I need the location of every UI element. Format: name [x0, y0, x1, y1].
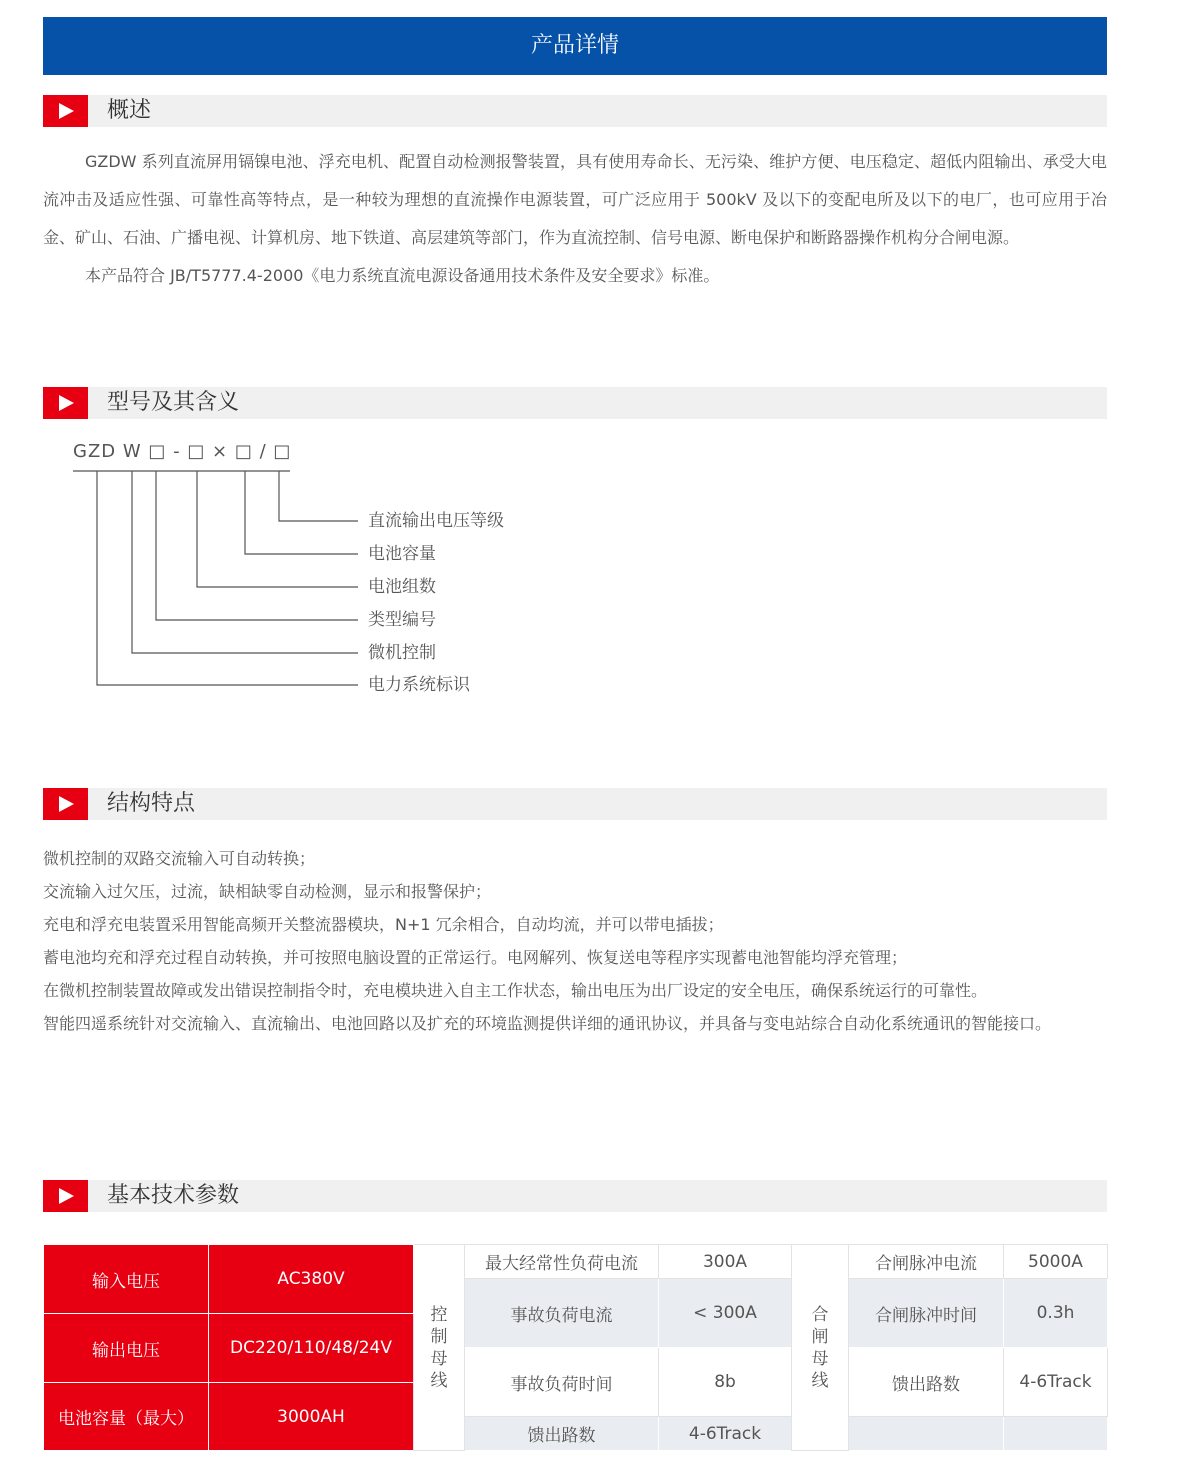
meaning-type-number: 类型编号: [368, 610, 436, 630]
section-header-params: [43, 1180, 1107, 1212]
feature-list: [43, 842, 1107, 1040]
param-label: 输入电压: [44, 1245, 209, 1314]
param-label: 事故负荷时间: [465, 1348, 659, 1417]
section-title: 型号及其含义: [107, 390, 240, 415]
feature-item: 智能四遥系统针对交流输入、直流输出、电池回路以及扩充的环境监测提供详细的通讯协议，并具备与变电站综合自动化系统通讯的智能接口。: [43, 1014, 1052, 1033]
section-header-structure: [43, 788, 1107, 820]
param-label: 馈出路数: [465, 1417, 659, 1451]
meaning-power-system-id: 电力系统标识: [368, 675, 470, 695]
meaning-battery-groups: 电池组数: [368, 577, 436, 597]
section-title: 结构特点: [107, 791, 196, 816]
leader-line-voltage-level: [279, 471, 358, 521]
model-meaning-diagram: [0, 0, 1181, 720]
feature-item: 蓄电池均充和浮充过程自动转换，并可按照电脑设置的正常运行。电网解列、恢复送电等程序实现蓄电池智能均浮充管理；: [43, 948, 908, 967]
feature-item: 充电和浮充电装置采用智能高频开关整流器模块，N+1 冗余相合，自动均流，并可以带电插拔；: [43, 915, 724, 934]
meaning-microcomputer-control: 微机控制: [368, 643, 436, 663]
triangle-play-icon: [43, 788, 88, 820]
param-value: 5000A: [1004, 1245, 1108, 1279]
leader-line-battery-groups: [197, 471, 358, 587]
param-label: 合闸脉冲电流: [849, 1245, 1004, 1279]
param-label: 合闸脉冲时间: [849, 1279, 1004, 1348]
feature-item: 交流输入过欠压，过流，缺相缺零自动检测，显示和报警保护；: [43, 882, 492, 901]
overview-paragraph-2: 本产品符合 JB/T5777.4-2000《电力系统直流电源设备通用技术条件及安全要求》标准。: [85, 266, 720, 285]
param-label: 馈出路数: [849, 1348, 1004, 1417]
param-value: AC380V: [209, 1245, 414, 1314]
meaning-battery-capacity: 电池容量: [368, 544, 436, 564]
overview-paragraph-1: GZDW 系列直流屏用镉镍电池、浮充电机、配置自动检测报警装置，具有使用寿命长、无污染、维护方便、电压稳定、超低内阻输出、承受大电流冲击及适应性强、可靠性高等特点，是一种较为理想的直流操作电源装置，可广泛应用于 500kV 及以下的变配电所及以下的电厂，也可应用于冶金、矿山、石油、广播电视、计算机房、地下铁道、高层建筑等部门，作为直流控制、信号电源、断电保护和断路器操作机构分合闸电源。: [43, 152, 1107, 247]
section-title: 基本技术参数: [107, 1183, 240, 1208]
feature-item: 微机控制的双路交流输入可自动转换；: [43, 849, 316, 868]
empty-cell: [1004, 1417, 1108, 1451]
triangle-play-icon: [43, 1180, 88, 1212]
closing-bus-label: 合 闸 母 线: [792, 1245, 849, 1451]
param-value: 4-6Track: [1004, 1348, 1108, 1417]
param-label: 输出电压: [44, 1314, 209, 1383]
meaning-voltage-level: 直流输出电压等级: [368, 511, 504, 531]
param-label: 最大经常性负荷电流: [465, 1245, 659, 1279]
empty-cell: [849, 1417, 1004, 1451]
page-banner: 产品详情: [43, 17, 1107, 75]
param-label: 事故负荷电流: [465, 1279, 659, 1348]
param-value: < 300A: [659, 1279, 792, 1348]
section-title: 概述: [107, 98, 152, 123]
param-value: 300A: [659, 1245, 792, 1279]
param-value: 8b: [659, 1348, 792, 1417]
model-code: GZD W □ - □ × □ / □: [73, 441, 292, 462]
leader-line-type-number: [156, 471, 358, 620]
param-value: 4-6Track: [659, 1417, 792, 1451]
param-label: 电池容量（最大）: [44, 1383, 209, 1451]
leader-line-battery-capacity: [245, 471, 358, 554]
tech-params-table: [43, 1244, 1108, 1451]
param-value: DC220/110/48/24V: [209, 1314, 414, 1383]
feature-item: 在微机控制装置故障或发出错误控制指令时，充电模块进入自主工作状态，输出电压为出厂设定的安全电压，确保系统运行的可靠性。: [43, 981, 988, 1000]
control-bus-label: 控 制 母 线: [414, 1245, 465, 1451]
param-value: 3000AH: [209, 1383, 414, 1451]
param-value: 0.3h: [1004, 1279, 1108, 1348]
